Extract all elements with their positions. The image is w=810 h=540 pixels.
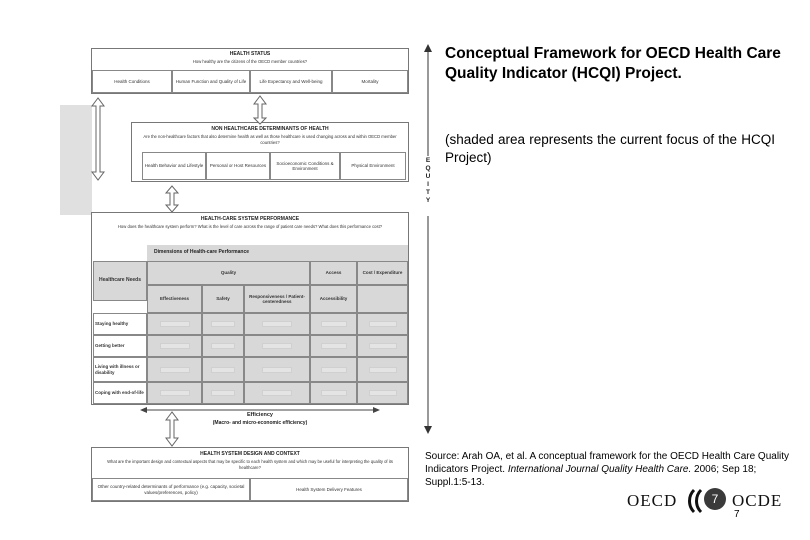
grid-cell xyxy=(244,335,310,357)
double-arrow-center-upper xyxy=(254,96,266,124)
grid-cell xyxy=(147,382,202,404)
hsdc-question: What are the important design and contextual aspects that may be specific to each health system and which may be useful for interpreting the quality of its healthcare? xyxy=(107,459,393,470)
non-hc-question: Are the non-healthcare factors that also determine health as well as those healthcare is used changing across and within OECD member countries? xyxy=(143,134,397,145)
health-status-cell: Health Conditions xyxy=(92,70,172,93)
illegible-text xyxy=(160,390,190,396)
efficiency-sub: (Macro- and micro-economic efficiency) xyxy=(212,420,308,426)
illegible-text xyxy=(369,343,397,349)
equity-letter: E xyxy=(425,157,431,164)
subcol-cost-empty xyxy=(357,285,408,313)
grid-cell xyxy=(202,382,244,404)
subcol-safety: Safety xyxy=(202,285,244,313)
access-header: Access xyxy=(310,261,357,285)
grid-cell xyxy=(202,313,244,335)
ocde-logo-text: OCDE xyxy=(732,491,783,510)
illegible-text xyxy=(211,367,235,373)
hcsp-question: How does the healthcare system perform? What is the level of care across the range of patient care needs? What does this performance cost? xyxy=(117,224,383,229)
row-label: Living with illness or disability xyxy=(93,357,147,382)
grid-cell xyxy=(357,313,408,335)
illegible-text xyxy=(211,343,235,349)
oecd-logo-text: OECD xyxy=(627,491,678,510)
illegible-text xyxy=(262,367,292,373)
slide-title: Conceptual Framework for OECD Health Care Quality Indicator (HCQI) Project. xyxy=(445,45,781,82)
grid-cell xyxy=(147,357,202,382)
source-citation xyxy=(425,450,795,489)
non-hc-cell: Personal or Host Resources xyxy=(206,152,270,180)
grid-cell xyxy=(310,382,357,404)
equity-arrow xyxy=(420,44,436,434)
grid-cell xyxy=(244,313,310,335)
non-hc-title: NON HEALTHCARE DETERMINANTS OF HEALTH xyxy=(211,126,329,132)
hsdc-title: HEALTH SYSTEM DESIGN AND CONTEXT xyxy=(200,451,300,457)
source-suffix: 2006; Sep 18; Suppl.1:5-13. xyxy=(425,464,757,488)
illegible-text xyxy=(160,343,190,349)
equity-letter: U xyxy=(425,173,431,180)
healthcare-needs-header: Healthcare Needs xyxy=(93,261,147,301)
grid-cell xyxy=(310,313,357,335)
health-status-title: HEALTH STATUS xyxy=(229,51,271,57)
double-arrow-center-lower xyxy=(166,186,178,212)
illegible-text xyxy=(160,321,190,327)
health-status-question: How healthy are the citizens of the OECD member countries? xyxy=(192,59,308,64)
illegible-text xyxy=(369,390,397,396)
healthcare-system-performance-box xyxy=(91,212,409,405)
row-label: Getting better xyxy=(93,335,147,357)
illegible-text xyxy=(321,367,347,373)
illegible-text xyxy=(369,321,397,327)
health-status-box xyxy=(91,48,409,94)
non-hc-cell: Health Behavior and Lifestyle xyxy=(142,152,206,180)
grid-cell xyxy=(244,357,310,382)
page-number: 7 xyxy=(711,492,719,506)
subcol-responsiveness: Responsiveness / Patient-centeredness xyxy=(244,285,310,313)
equity-letter: Q xyxy=(425,165,431,172)
non-hc-cell: Physical Environment xyxy=(340,152,406,180)
grid-cell xyxy=(310,357,357,382)
efficiency-label: Efficiency xyxy=(247,412,273,418)
health-status-cell: Human Function and Quality of Life xyxy=(172,70,250,93)
row-label: Staying healthy xyxy=(93,313,147,335)
subcol-accessibility: Accessibility xyxy=(310,285,357,313)
grid-cell xyxy=(202,357,244,382)
grid-cell xyxy=(147,335,202,357)
illegible-text xyxy=(321,343,347,349)
cost-header: Cost / Expenditure xyxy=(357,261,408,285)
source-prefix: Source: Arah OA, et al. A conceptual framework for the OECD Health Care Quality Indicators Project. xyxy=(425,451,790,475)
grid-cell xyxy=(202,335,244,357)
subcol-effectiveness: Effectiveness xyxy=(147,285,202,313)
hcsp-title: HEALTH-CARE SYSTEM PERFORMANCE xyxy=(200,216,300,222)
grid-cell xyxy=(357,357,408,382)
health-status-cell: Life Expectancy and Well-being xyxy=(250,70,332,93)
grid-cell xyxy=(310,335,357,357)
oecd-chevron-icon xyxy=(682,488,704,514)
hsdc-left-cell: Other country-related determinants of performance (e.g. capacity, societal values/preferences, policy) xyxy=(92,478,250,501)
grid-cell xyxy=(357,335,408,357)
grid-cell xyxy=(147,313,202,335)
illegible-text xyxy=(262,321,292,327)
quality-header: Quality xyxy=(147,261,310,285)
double-arrow-left-upper xyxy=(92,98,104,180)
health-system-design-box xyxy=(91,447,409,502)
grid-cell xyxy=(244,382,310,404)
illegible-text xyxy=(262,390,292,396)
equity-letter: I xyxy=(427,181,429,188)
health-status-cell: Mortality xyxy=(332,70,408,93)
illegible-text xyxy=(262,343,292,349)
illegible-text xyxy=(211,390,235,396)
hsdc-right-cell: Health System Delivery Features xyxy=(250,478,408,501)
illegible-text xyxy=(321,390,347,396)
shaded-area-note: (shaded area represents the current focus of the HCQI Project) xyxy=(445,132,775,165)
equity-letter: Y xyxy=(425,197,431,204)
illegible-text xyxy=(321,321,347,327)
grid-cell xyxy=(357,382,408,404)
dimensions-title: Dimensions of Health-care Performance xyxy=(154,249,250,255)
illegible-text xyxy=(369,367,397,373)
non-hc-cell: Socioeconomic Conditions & Environment xyxy=(270,152,340,180)
equity-label xyxy=(423,157,433,205)
source-journal: International Journal Quality Health Care. xyxy=(507,464,692,475)
illegible-text xyxy=(160,367,190,373)
equity-letter: T xyxy=(426,189,430,196)
illegible-text xyxy=(211,321,235,327)
page-number-badge xyxy=(704,488,726,510)
page-number-bottom: 7 xyxy=(734,509,740,520)
row-label: Coping with end-of-life xyxy=(93,382,147,404)
